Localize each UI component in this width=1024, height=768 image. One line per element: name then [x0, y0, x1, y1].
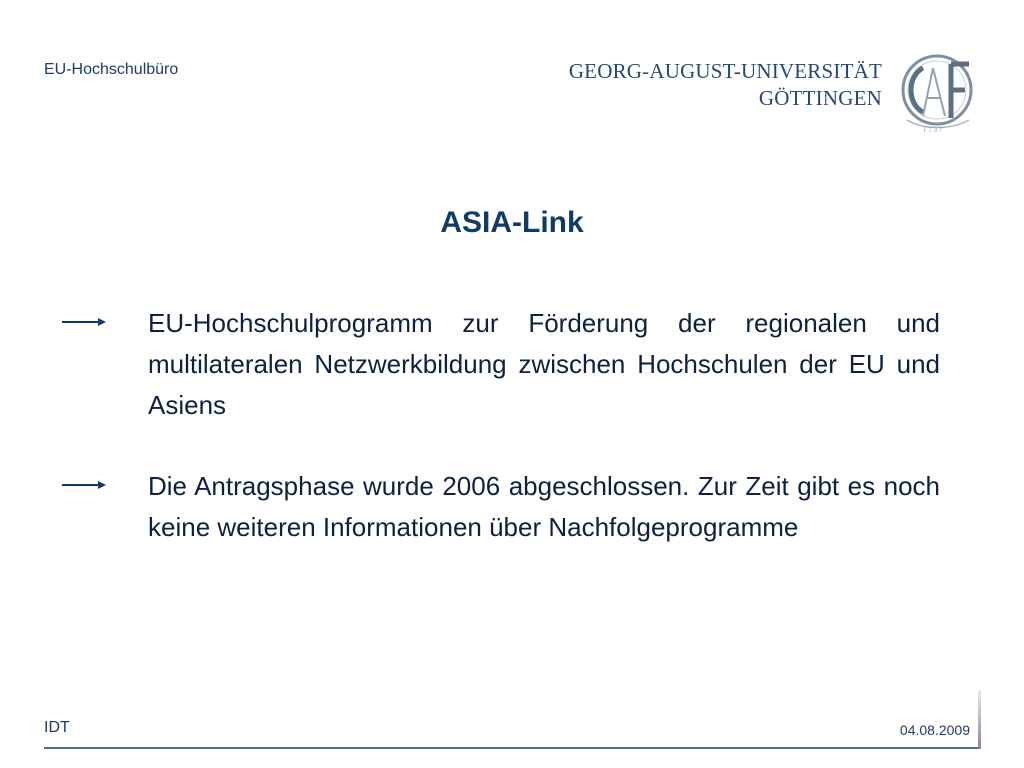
slide-title: ASIA-Link: [440, 206, 584, 239]
svg-text:1 7 3 7: 1 7 3 7: [923, 126, 943, 134]
university-name-line2: GÖTTINGEN: [758, 86, 882, 110]
university-seal-icon: [893, 50, 989, 136]
arrow-right-icon: [60, 315, 108, 329]
footer-divider: [44, 747, 978, 749]
bullet-text: Die Antragsphase wurde 2006 abgeschlossen. Zur Zeit gibt es noch keine weiteren Informationen über Nachfolgeprogramme: [148, 471, 940, 542]
arrow-right-icon: [60, 478, 108, 492]
footer-date: 04.08.2009: [899, 722, 970, 738]
university-name: [542, 58, 882, 112]
university-name-line1: GEORG-AUGUST-UNIVERSITÄT: [568, 59, 882, 83]
footer-label: IDT: [44, 719, 70, 736]
header-office-label: EU-Hochschulbüro: [44, 61, 179, 78]
footer-vertical-divider: [978, 690, 981, 749]
bullet-text: EU-Hochschulprogramm zur Förderung der regionalen und multilateralen Netzwerkbildung zwischen Hochschulen der EU und Asiens: [148, 308, 940, 420]
